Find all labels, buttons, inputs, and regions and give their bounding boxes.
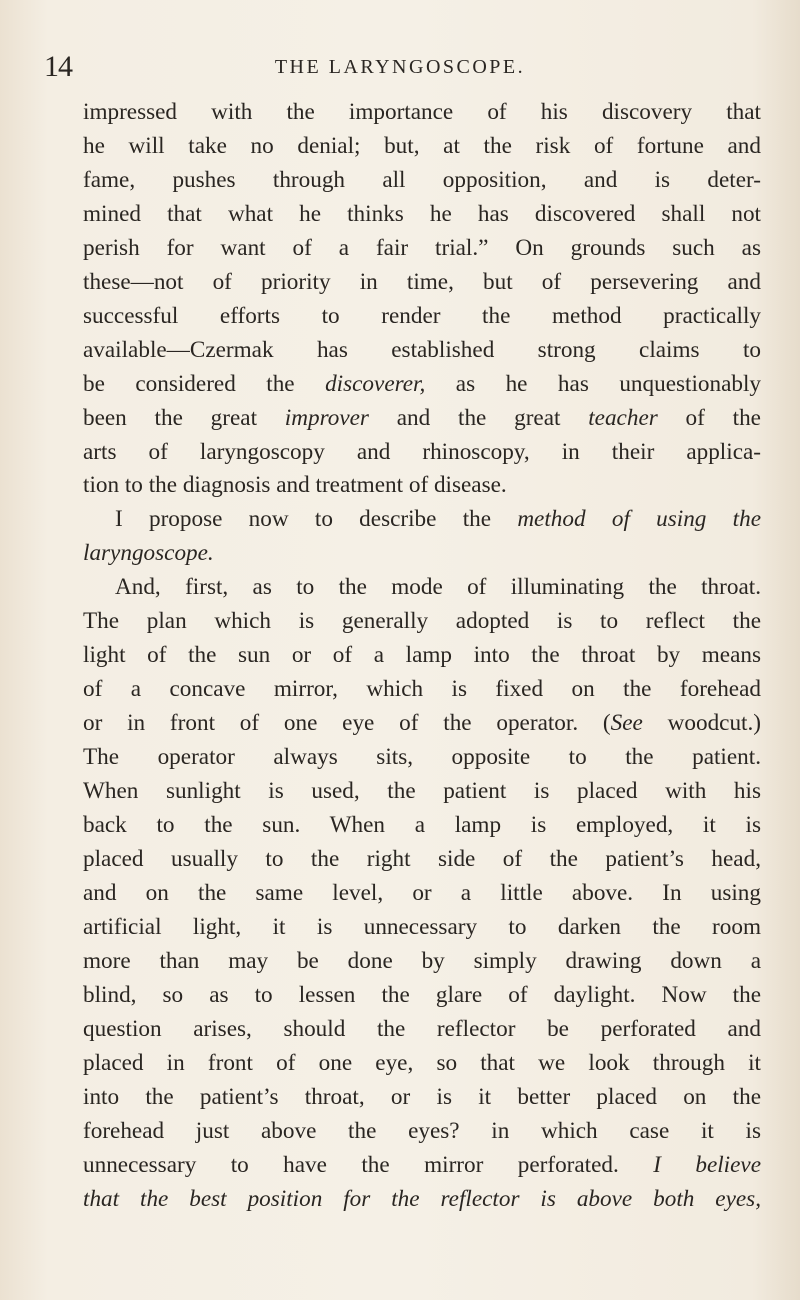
text-segment: these—not of priority in time, but of persevering and [83,268,761,295]
text-segment: or in front of one eye of the operator. ( [83,710,611,737]
italic-text: method of using the [517,506,761,533]
text-segment: of the [657,404,761,431]
text-line [83,164,761,198]
text-segment: perish for want of a fair trial.” On grounds such as [83,234,761,261]
text-line [83,979,761,1013]
italic-text: that the best position for the reflector is above both eyes, [83,1185,761,1212]
text-line [83,673,761,707]
text-line [83,300,761,334]
text-line [83,775,761,809]
text-segment: The operator always sits, opposite to the patient. [83,744,761,771]
text-segment: arts of laryngoscopy and rhinoscopy, in their applica- [83,438,761,465]
text-segment: The plan which is generally adopted is to reflect the [83,608,761,635]
text-segment: artificial light, it is unnecessary to darken the room [83,913,761,940]
text-line [83,1013,761,1047]
italic-text: laryngoscope. [83,540,214,567]
text-line [83,96,761,130]
text-segment: And, first, as to the mode of illuminating the throat. [115,574,761,601]
text-segment: and on the same level, or a little above. In using [83,879,761,906]
text-segment: placed in front of one eye, so that we look through it [83,1049,761,1076]
italic-text: I believe [653,1151,761,1178]
text-line [83,911,761,945]
italic-text: improver [284,404,369,431]
page-header [0,50,800,86]
text-segment: more than may be done by simply drawing down a [83,947,761,974]
text-line [83,1183,761,1217]
text-segment: be considered the [83,370,326,397]
text-segment: woodcut.) [642,710,762,737]
running-title: THE LARYNGOSCOPE. [274,56,526,78]
text-line [83,1047,761,1081]
text-segment: impressed with the importance of his discovery that [83,99,761,125]
text-line [83,537,761,571]
text-line [83,232,761,266]
text-segment: back to the sun. When a lamp is employed, it is [83,812,761,839]
text-segment: and the great [368,404,589,431]
text-line [83,1081,761,1115]
text-segment: of a concave mirror, which is fixed on the forehead [83,676,761,703]
text-line [83,571,761,605]
text-segment: he will take no denial; but, at the risk of fortune and [83,132,761,159]
italic-text: See [610,710,643,737]
text-segment: mined that what he thinks he has discovered shall not [83,200,761,227]
text-line [83,639,761,673]
text-line [83,741,761,775]
body-text [83,96,761,1216]
text-segment: placed usually to the right side of the patient’s head, [83,845,761,872]
text-segment: fame, pushes through all opposition, and is deter- [83,166,761,193]
page-number: 14 [44,50,72,83]
text-line [83,469,761,503]
italic-text: teacher [588,404,658,431]
text-segment: unnecessary to have the mirror perforated. [83,1151,654,1178]
text-line [83,436,761,470]
text-segment: tion to the diagnosis and treatment of disease. [83,472,507,499]
text-segment: been the great [83,404,285,431]
text-segment: light of the sun or of a lamp into the throat by means [83,642,761,669]
text-segment: When sunlight is used, the patient is placed with his [83,778,761,805]
text-line [83,1149,761,1183]
text-line [83,368,761,402]
text-segment: question arises, should the reflector be perforated and [83,1015,761,1042]
text-line [83,503,761,537]
text-line [83,266,761,300]
text-segment: blind, so as to lessen the glare of daylight. Now the [83,981,761,1008]
text-segment: successful efforts to render the method practically [83,302,761,329]
text-line [83,1115,761,1149]
text-segment: into the patient’s throat, or is it better placed on the [83,1083,761,1110]
text-line [83,843,761,877]
text-line [83,877,761,911]
italic-text: discoverer, [325,370,426,397]
text-line [83,402,761,436]
text-line [83,707,761,741]
text-segment: as he has unquestionably [425,370,761,397]
text-line [83,945,761,979]
text-segment: I propose now to describe the [115,506,518,533]
text-line [83,605,761,639]
text-line [83,198,761,232]
text-segment: available—Czermak has established strong claims to [83,336,761,363]
text-line [83,809,761,843]
text-line [83,334,761,368]
text-segment: forehead just above the eyes? in which case it is [83,1117,761,1144]
text-line [83,130,761,164]
